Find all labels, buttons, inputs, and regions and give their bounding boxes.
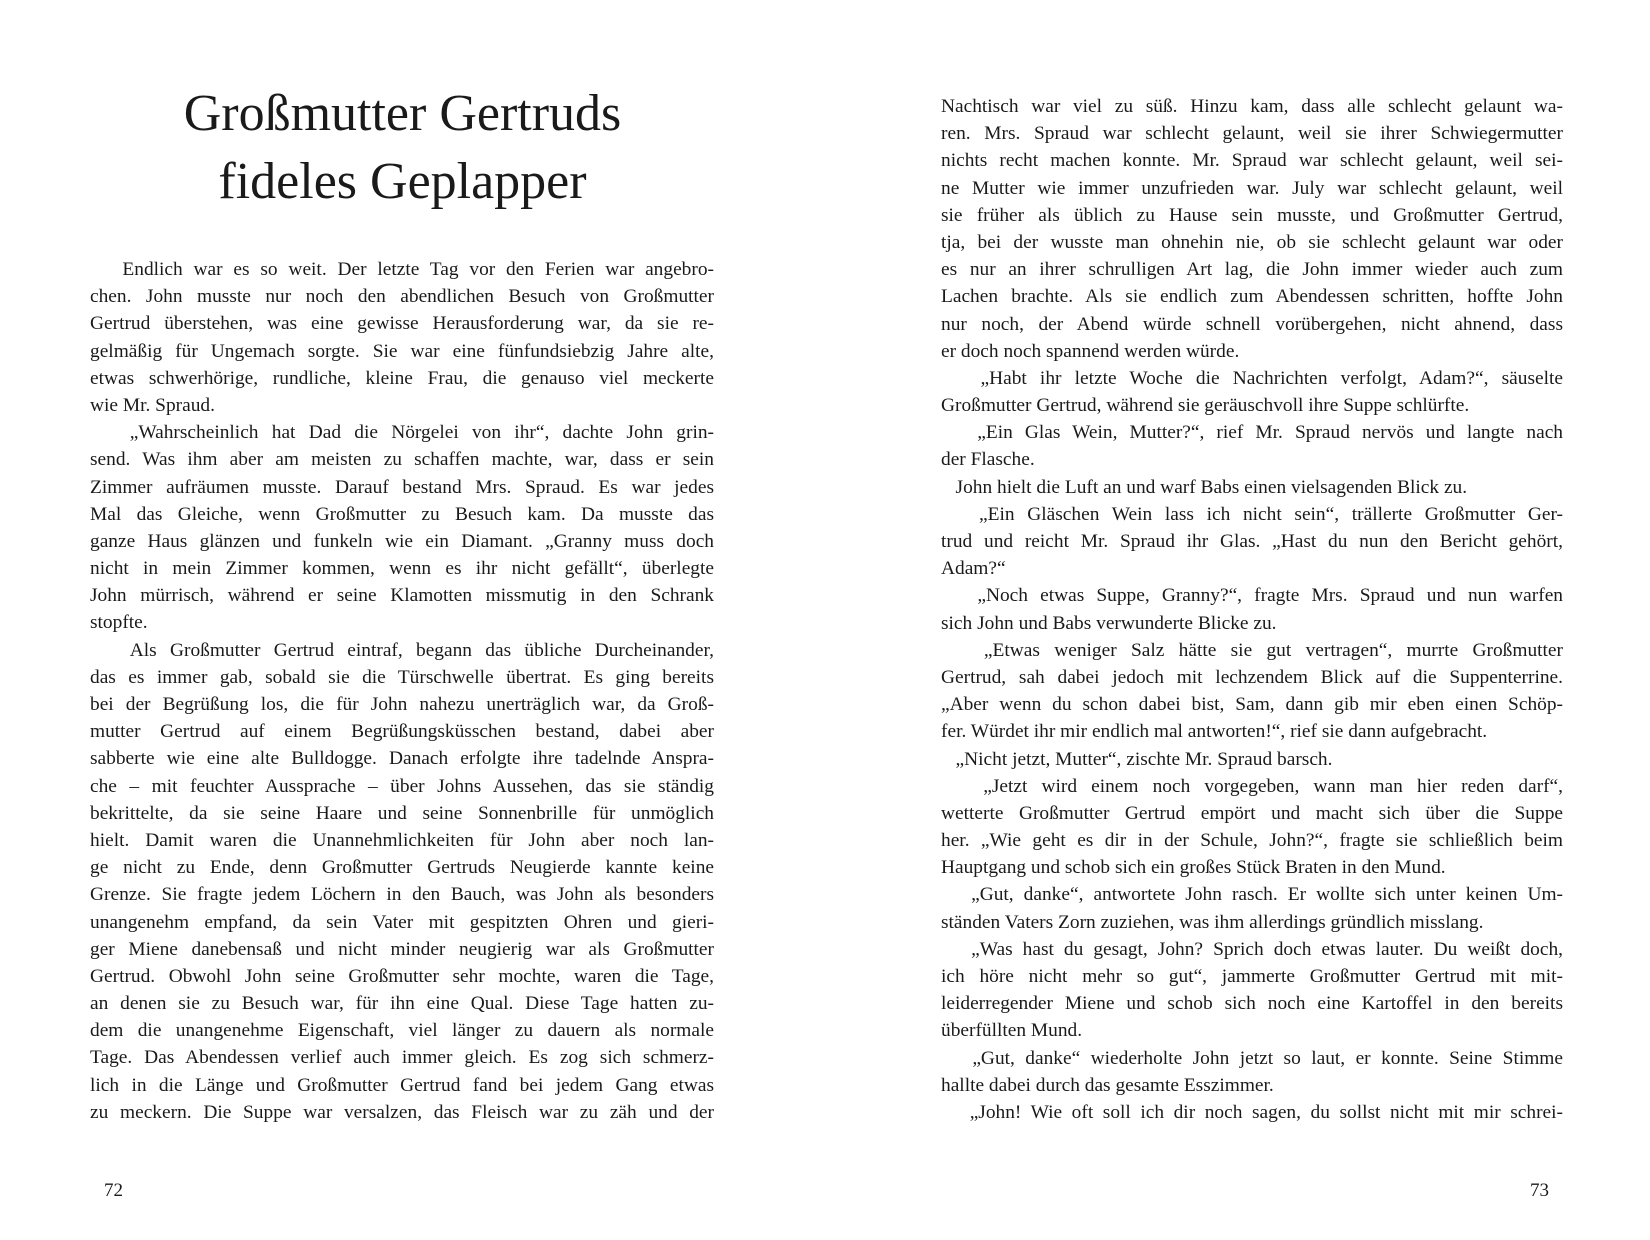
text-line: etwas schwerhörige, rundliche, kleine Frau, die genauso viel meckerte: [90, 367, 714, 389]
text-line: zu meckern. Die Suppe war versalzen, das Fleisch war zu zäh und der: [90, 1101, 714, 1123]
chapter-title: [90, 80, 715, 216]
text-line: hallte dabei durch das gesamte Esszimmer.: [941, 1074, 1274, 1096]
text-line: überfüllten Mund.: [941, 1020, 1083, 1042]
text-line: ständen Vaters Zorn zuziehen, was ihm allerdings gründlich misslang.: [941, 911, 1484, 933]
right-body-text: [941, 93, 1563, 1126]
text-line: „Jetzt wird einem noch vorgegeben, wann man hier reden darf“,: [941, 775, 1563, 797]
text-line: ge nicht zu Ende, denn Großmutter Gertruds Neugierde kannte keine: [90, 857, 714, 879]
text-line: nichts recht machen konnte. Mr. Spraud war schlecht gelaunt, weil sei-: [941, 150, 1563, 172]
text-line: ganze Haus glänzen und funkeln wie ein Diamant. „Granny muss doch: [90, 530, 714, 552]
text-line: „Ein Glas Wein, Mutter?“, rief Mr. Spraud nervös und langte nach: [941, 422, 1563, 444]
text-line: Mal das Gleiche, wenn Großmutter zu Besuch kam. Da musste das: [90, 503, 714, 525]
text-line: ren. Mrs. Spraud war schlecht gelaunt, weil sie ihrer Schwiegermutter: [941, 123, 1563, 145]
text-line: dem die unangenehme Eigenschaft, viel länger zu dauern als normale: [90, 1020, 714, 1042]
text-line: Gertrud, sah dabei jedoch mit lechzendem Blick auf die Suppenterrine.: [941, 666, 1563, 688]
text-line: bekrittelte, da sie seine Haare und seine Sonnenbrille für unmöglich: [90, 802, 714, 824]
text-line: wie Mr. Spraud.: [90, 394, 215, 416]
text-line: an denen sie zu Besuch war, für ihn eine Qual. Diese Tage hatten zu-: [90, 993, 714, 1015]
text-line: John hielt die Luft an und warf Babs einen vielsagenden Blick zu.: [941, 476, 1468, 498]
text-line: „Habt ihr letzte Woche die Nachrichten verfolgt, Adam?“, säuselte: [941, 367, 1563, 389]
text-line: er doch noch spannend werden würde.: [941, 340, 1240, 362]
text-line: stopfte.: [90, 612, 148, 634]
text-line: „Aber wenn du schon dabei bist, Sam, dann gib mir eben einen Schöp-: [941, 694, 1563, 716]
text-line: sabberte wie eine alte Bulldogge. Danach erfolgte ihre tadelnde Anspra-: [90, 748, 714, 770]
chapter-title-line-1: Großmutter Gertruds: [183, 85, 622, 142]
text-line: „Etwas weniger Salz hätte sie gut vertragen“, murrte Großmutter: [941, 639, 1563, 661]
text-line: che – mit feuchter Aussprache – über Johns Aussehen, das sie ständig: [90, 775, 714, 797]
text-line: der Flasche.: [941, 449, 1035, 471]
text-line: her. „Wie geht es dir in der Schule, John?“, fragte sie schließlich beim: [941, 830, 1563, 852]
text-line: lich in die Länge und Großmutter Gertrud fand bei jedem Gang etwas: [90, 1074, 714, 1096]
text-line: Endlich war es so weit. Der letzte Tag vor den Ferien war angebro-: [90, 259, 714, 280]
text-line: gelmäßig für Ungemach sorgte. Sie war eine fünfundsiebzig Jahre alte,: [90, 340, 714, 362]
text-line: leiderregender Miene und schob sich noch eine Kartoffel in den bereits: [941, 993, 1563, 1015]
text-line: „Wahrscheinlich hat Dad die Nörgelei von ihr“, dachte John grin-: [90, 422, 714, 444]
text-line: hielt. Damit waren die Unannehmlichkeiten für John aber noch lan-: [90, 829, 714, 851]
text-line: chen. John musste nur noch den abendlichen Besuch von Großmutter: [90, 286, 714, 308]
text-line: ne Mutter wie immer unzufrieden war. July war schlecht gelaunt, weil: [941, 177, 1563, 199]
text-line: unangenehm empfand, da sein Vater mit gespitzten Ohren und gieri-: [90, 911, 714, 933]
text-line: Als Großmutter Gertrud eintraf, begann das übliche Durcheinander,: [90, 639, 714, 661]
text-line: nicht in mein Zimmer kommen, wenn es ihr nicht gefällt“, überlegte: [90, 558, 714, 580]
text-line: send. Was ihm aber am meisten zu schaffen machte, war, dass er sein: [90, 449, 714, 471]
page-number-left: 72: [104, 1180, 123, 1201]
text-line: John mürrisch, während er seine Klamotten missmutig in den Schrank: [90, 585, 714, 607]
right-page: [825, 0, 1650, 1240]
text-line: „Noch etwas Suppe, Granny?“, fragte Mrs. Spraud und nun warfen: [941, 585, 1563, 607]
text-line: Lachen brachte. Als sie endlich zum Abendessen schritten, hoffte John: [941, 286, 1563, 308]
chapter-title-line-2: fideles Geplapper: [218, 153, 587, 210]
text-line: nur noch, der Abend würde schnell vorübergehen, nicht ahnend, dass: [941, 313, 1563, 335]
text-line: „Gut, danke“ wiederholte John jetzt so laut, er konnte. Seine Stimme: [941, 1047, 1563, 1069]
text-line: Gertrud überstehen, was eine gewisse Herausforderung war, da sie re-: [90, 313, 714, 335]
text-line: fer. Würdet ihr mir endlich mal antworten!“, rief sie dann aufgebracht.: [941, 721, 1488, 743]
text-line: sich John und Babs verwunderte Blicke zu.: [941, 612, 1277, 634]
text-line: ich höre nicht mehr so gut“, jammerte Großmutter Gertrud mit mit-: [941, 966, 1563, 987]
text-line: Nachtisch war viel zu süß. Hinzu kam, dass alle schlecht gelaunt wa-: [941, 96, 1563, 117]
text-line: das es immer gab, sobald sie die Türschwelle übertrat. Es ging bereits: [90, 666, 714, 688]
text-line: Großmutter Gertrud, während sie geräuschvoll ihre Suppe schlürfte.: [941, 395, 1470, 417]
text-line: wetterte Großmutter Gertrud empört und macht sich über die Suppe: [941, 802, 1563, 824]
text-line: „John! Wie oft soll ich dir noch sagen, du sollst nicht mit mir schrei-: [941, 1101, 1563, 1123]
text-line: ger Miene danebensaß und nicht minder neugierig war als Großmutter: [90, 938, 714, 960]
text-line: Gertrud. Obwohl John seine Großmutter sehr mochte, waren die Tage,: [90, 965, 714, 987]
text-line: „Nicht jetzt, Mutter“, zischte Mr. Spraud barsch.: [941, 748, 1333, 770]
text-line: trud und reicht Mr. Spraud ihr Glas. „Hast du nun den Bericht gehört,: [941, 531, 1563, 552]
text-line: Hauptgang und schob sich ein großes Stück Braten in den Mund.: [941, 857, 1446, 879]
text-line: Grenze. Sie fragte jedem Löchern in den Bauch, was John als besonders: [90, 884, 714, 906]
text-line: tja, bei der wusste man ohnehin nie, ob sie schlecht gelaunt war oder: [941, 231, 1563, 253]
text-line: Zimmer aufräumen musste. Darauf bestand Mrs. Spraud. Es war jedes: [90, 476, 714, 498]
text-line: es nur an ihrer schrulligen Art lag, die John immer wieder auch zum: [941, 259, 1563, 281]
text-line: mutter Gertrud auf einem Begrüßungsküsschen bestand, dabei aber: [90, 721, 714, 743]
text-line: Adam?“: [941, 558, 1006, 580]
text-line: Tage. Das Abendessen verlief auch immer gleich. Es zog sich schmerz-: [90, 1047, 714, 1069]
text-line: bei der Begrüßung los, die für John nahezu unerträglich war, da Groß-: [90, 694, 714, 715]
text-line: „Ein Gläschen Wein lass ich nicht sein“, trällerte Großmutter Ger-: [941, 503, 1563, 525]
text-line: „Was hast du gesagt, John? Sprich doch etwas lauter. Du weißt doch,: [941, 938, 1563, 960]
text-line: „Gut, danke“, antwortete John rasch. Er wollte sich unter keinen Um-: [941, 884, 1563, 906]
page-number-right: 73: [1530, 1180, 1549, 1201]
text-line: sie früher als üblich zu Hause sein musste, und Großmutter Gertrud,: [941, 204, 1563, 226]
left-body-text: [90, 256, 714, 1126]
